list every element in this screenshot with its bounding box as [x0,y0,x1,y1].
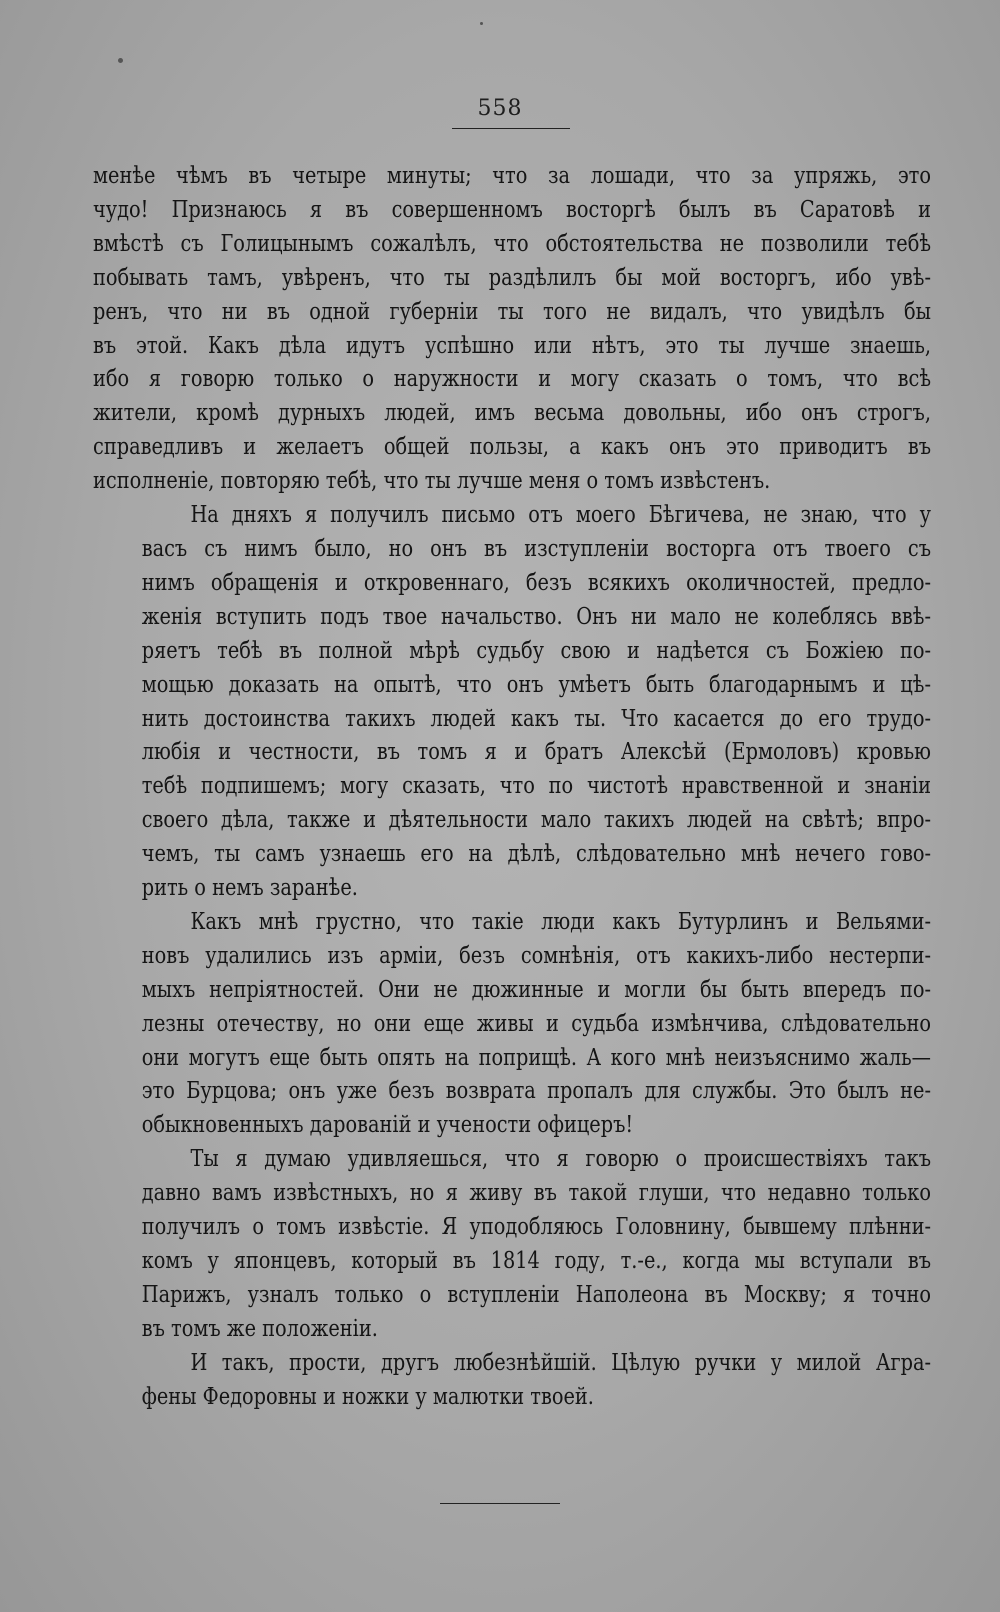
text-line: получилъ о томъ извѣстіе. Я уподобляюсь Головнину, бывшему плѣнни- [141,1214,931,1241]
text-line: своего дѣла, также и дѣятельности мало такихъ людей на свѣтѣ; впро- [141,807,931,834]
text-line: это Бурцова; онъ уже безъ возврата пропалъ для службы. Это былъ не- [141,1078,931,1105]
text-line: чемъ, ты самъ узнаешь его на дѣлѣ, слѣдовательно мнѣ нечего гово- [141,841,931,868]
text-line: они могутъ еще быть опять на поприщѣ. А кого мнѣ неизъяснимо жаль— [141,1044,931,1071]
text-line: И такъ, прости, другъ любезнѣйшій. Цѣлую ручки у милой Агра- [190,1349,931,1376]
text-line: мощью доказать на опытѣ, что онъ умѣетъ быть благодарнымъ и цѣ- [141,671,931,698]
paragraph [93,160,931,499]
text-line: исполненіе, повторяю тебѣ, что ты лучше меня о томъ извѣстенъ. [93,468,771,495]
text-line: обыкновенныхъ дарованій и учености офицеръ! [141,1112,634,1139]
text-line: Ты я думаю удивляешься, что я говорю о происшествіяхъ такъ [190,1146,931,1173]
text-line: фены Федоровны и ножки у малютки твоей. [141,1383,594,1410]
text-line: ряетъ тебѣ въ полной мѣрѣ судьбу свою и надѣется съ Божіею по- [141,637,931,664]
paragraph [93,499,931,906]
text-line: жители, кромѣ дурныхъ людей, имъ весьма довольны, ибо онъ строгъ, [93,400,931,427]
text-line: ибо я говорю только о наружности и могу сказать о томъ, что всѣ [93,366,931,393]
text-line: васъ съ нимъ было, но онъ въ изступленіи восторга отъ твоего съ [141,535,931,562]
footer-rule [440,1503,560,1504]
text-line: справедливъ и желаетъ общей пользы, а какъ онъ это приводитъ въ [93,434,931,461]
text-line: побывать тамъ, увѣренъ, что ты раздѣлилъ бы мой восторгъ, ибо увѣ- [93,264,931,291]
text-line: вмѣстѣ съ Голицынымъ сожалѣлъ, что обстоятельства не позволили тебѣ [93,230,931,257]
paper-speck [118,58,123,63]
text-line: ренъ, что ни въ одной губерніи ты того не видалъ, что увидѣлъ бы [93,298,931,325]
text-line: въ томъ же положеніи. [141,1315,378,1342]
paragraph [93,1347,931,1415]
text-line: нить достоинства такихъ людей какъ ты. Что касается до его трудо- [141,705,931,732]
text-line: комъ у японцевъ, который въ 1814 году, т.-е., когда мы вступали въ [141,1248,931,1274]
paragraph [93,1143,931,1346]
text-line: нимъ обращенія и откровеннаго, безъ всякихъ околичностей, предло- [141,569,931,596]
text-line: новъ удалились изъ арміи, безъ сомнѣнія, отъ какихъ-либо нестерпи- [141,942,931,969]
text-line: тебѣ подпишемъ; могу сказать, что по чистотѣ нравственной и знаніи [141,773,931,800]
text-line: чудо! Признаюсь я въ совершенномъ восторгѣ былъ въ Саратовѣ и [93,196,931,223]
page-number: 558 [477,96,523,121]
paragraph [93,906,931,1143]
paper-speck [480,22,483,25]
text-line: въ этой. Какъ дѣла идутъ успѣшно или нѣтъ, это ты лучше знаешь, [93,332,931,359]
text-line: На дняхъ я получилъ письмо отъ моего Бѣгичева, не знаю, что у [190,502,931,529]
text-line: любія и честности, въ томъ я и братъ Алексѣй (Ермоловъ) кровью [141,739,931,766]
text-line: рить о немъ заранѣе. [141,875,358,902]
text-line: женія вступить подъ твое начальство. Онъ ни мало не колеблясь ввѣ- [141,603,931,630]
text-line: давно вамъ извѣстныхъ, но я живу въ такой глуши, что недавно только [141,1180,931,1207]
text-line: менѣе чѣмъ въ четыре минуты; что за лошади, что за упряжь, это [93,163,931,189]
text-line: лезны отечеству, но они еще живы и судьба измѣнчива, слѣдовательно [141,1010,931,1037]
header-rule [452,128,570,129]
text-line: Парижъ, узналъ только о вступленіи Наполеона въ Москву; я точно [141,1281,931,1308]
text-line: Какъ мнѣ грустно, что такіе люди какъ Бутурлинъ и Вельями- [190,908,931,935]
body-text [93,160,931,1415]
text-line: мыхъ непріятностей. Они не дюжинные и могли бы быть впередъ по- [141,976,931,1003]
